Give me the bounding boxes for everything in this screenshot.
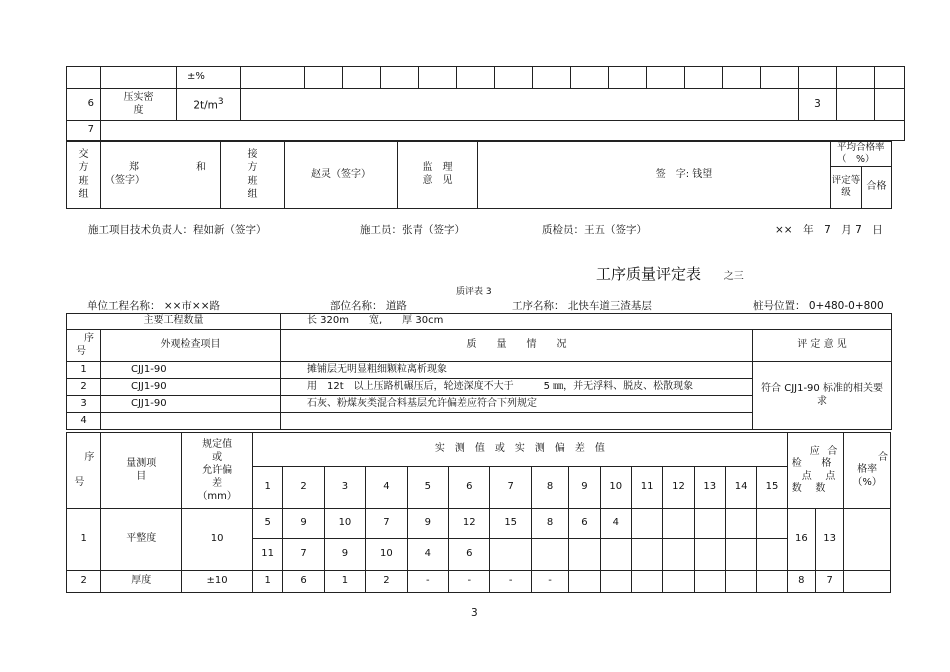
col-7: 7 <box>490 467 531 509</box>
meas-values-header: 实 测 值 或 实 测 偏 差 值 <box>252 433 787 467</box>
pass-rate <box>844 509 891 571</box>
part-name: 部位名称： 道路 <box>330 300 407 312</box>
inspector-signature: 质检员：王五（签字） <box>542 224 647 236</box>
pass-points: 13 <box>816 509 844 571</box>
grade-label: 评定等级 <box>831 166 862 208</box>
row-number: 7 <box>67 121 101 141</box>
table-row: 11 7 9 10 4 6 <box>67 539 891 571</box>
meas-no-header: 序 号 <box>67 433 101 509</box>
col-11: 11 <box>631 467 662 509</box>
tech-lead-signature: 施工项目技术负责人：程如新（签字） <box>88 224 267 236</box>
col-12: 12 <box>663 467 694 509</box>
col-opinion-header: 评 定 意 见 <box>753 330 892 362</box>
page-number: 3 <box>471 607 478 619</box>
handover-signature: 郑 和 （签字） <box>101 142 221 209</box>
supervision-label: 监 理 意 见 <box>398 142 478 209</box>
form-number: 质评表 3 <box>456 287 492 297</box>
table-row: 2 CJJ1-90 用 12t 以上压路机碾压后，轮迹深度不大于 5 ㎜，并无浮料、脱皮、松散现象 <box>67 379 892 396</box>
table-row: 1 平整度 10 5 9 10 7 9 12 15 8 6 4 16 13 <box>67 509 891 539</box>
unit-project-name: 单位工程名称： ××市××路 <box>87 300 221 312</box>
col-quality-header: 质 量 情 况 <box>281 330 753 362</box>
check-points: 16 <box>787 509 815 571</box>
quantity-value: 长 320m 宽, 厚 30cm <box>281 314 892 330</box>
row-number: 6 <box>67 89 101 121</box>
sign-date: ×× 年 7 月 7 日 <box>775 224 883 236</box>
grade-value: 合格 <box>862 166 892 208</box>
page-title: 工序质量评定表 之三 <box>596 265 744 283</box>
col-9: 9 <box>569 467 600 509</box>
meas-rate-header: 合 格率 （%） <box>844 433 891 509</box>
col-3: 3 <box>324 467 365 509</box>
item-name: 压实密 度 <box>101 89 177 121</box>
col-2: 2 <box>283 467 324 509</box>
col-no-header: 序 号 <box>67 330 101 362</box>
col-6: 6 <box>449 467 490 509</box>
supervision-signature: 签 字: 钱望 <box>478 142 831 209</box>
spec-value: $2t/m^3$ <box>177 89 241 121</box>
check-points: 8 <box>787 571 815 593</box>
meas-spec-header: 规定值 或 允许偏 差 （mm） <box>182 433 253 509</box>
quantity-label: 主要工程数量 <box>67 314 281 330</box>
table-row: 4 <box>67 413 892 430</box>
table-row: 2 厚度 ±10 1 6 1 2 - - - - 8 7 <box>67 571 891 593</box>
table-row <box>67 121 905 141</box>
average-pass-rate: 平均合格率（ %） <box>831 142 892 167</box>
receive-team-label: 接 方 班 组 <box>221 142 285 209</box>
top-inspection-table <box>66 66 905 141</box>
col-8: 8 <box>531 467 568 509</box>
appearance-check-table <box>66 313 892 430</box>
col-1: 1 <box>252 467 282 509</box>
col-check-header: 外观检查项目 <box>101 330 281 362</box>
col-15: 15 <box>757 467 787 509</box>
handover-sign-table <box>66 141 892 209</box>
process-name: 工序名称： 北快车道三渣基层 <box>512 300 652 312</box>
worker-signature: 施工员：张青（签字） <box>360 224 465 236</box>
col-5: 5 <box>407 467 448 509</box>
meas-points-header: 应 合 检 格 点 点 数 数 <box>787 433 844 509</box>
table-row <box>67 67 905 89</box>
col-10: 10 <box>600 467 631 509</box>
col-14: 14 <box>725 467 756 509</box>
opinion-text: 符合 CJJ1-90 标准的相关要求 <box>753 362 892 430</box>
receive-signature: 赵灵（签字） <box>285 142 398 209</box>
table-row <box>67 89 905 121</box>
measured-value: 3 <box>799 89 837 121</box>
tolerance-cell: ±% <box>177 67 241 89</box>
station-position: 桩号位置： 0+480-0+800 <box>753 300 884 312</box>
table-row: 3 CJJ1-90 石灰、粉煤灰类混合料基层允许偏差应符合下列规定 <box>67 396 892 413</box>
measurement-table <box>66 432 891 593</box>
col-4: 4 <box>366 467 407 509</box>
pass-rate <box>844 571 891 593</box>
table-row: 1 CJJ1-90 摊铺层无明显粗细颗粒离析现象 符合 CJJ1-90 标准的相关要求 <box>67 362 892 379</box>
pass-points: 7 <box>816 571 844 593</box>
meas-item-header: 量测项 目 <box>101 433 182 509</box>
handover-team-label: 交 方 班 组 <box>67 142 101 209</box>
col-13: 13 <box>694 467 725 509</box>
